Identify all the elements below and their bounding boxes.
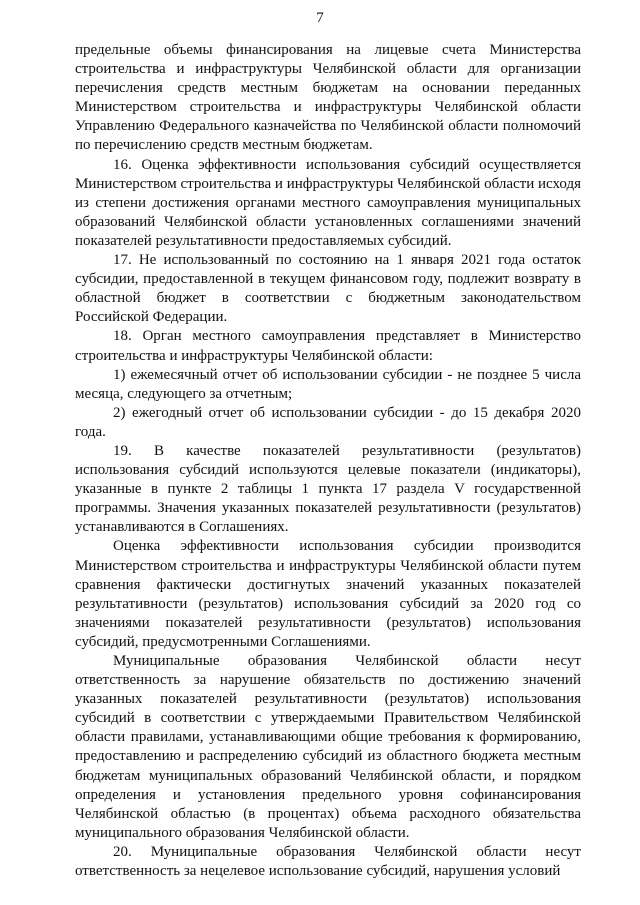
paragraph-evaluation: Оценка эффективности использования субсидии производится Министерством строительства и инфраструктуры Челябинской области путем сравнения фактически достигнутых значений указанных показателей результативности (результатов) использования субсидий за 2020 год со значениями показателей результативности (результатов) использования субсидий, предусмотренными Соглашениями. xyxy=(75,538,581,650)
paragraph-continuation: предельные объемы финансирования на лицевые счета Министерства строительства и инфраструктуры Челябинской области для организации перечисления средств местным бюджетам на основании переданных Министерством строительства и инфраструктуры Челябинской области Управлению Федерального казначейства по Челябинской области полномочий по перечислению средств местным бюджетам. xyxy=(75,42,581,154)
paragraph-18: 18. Орган местного самоуправления представляет в Министерство строительства и инфраструктуры Челябинской области: xyxy=(75,328,581,364)
paragraph-responsibility: Муниципальные образования Челябинской области несут ответственность за нарушение обязательств по достижению значений указанных показателей результативности (результатов) использования субсидий в соответствии с утверждаемыми Правительством Челябинской области правилами, устанавливающими общие требования к формированию, предоставлению и распределению субсидий из областного бюджета местным бюджетам муниципальных образований Челябинской области, и порядком определения и установления предельного уровня софинансирования Челябинской областью (в процентах) объема расходного обязательства муниципального образования Челябинской области. xyxy=(75,653,581,841)
document-body xyxy=(75,41,581,881)
paragraph-19: 19. В качестве показателей результативности (результатов) использования субсидий используются целевые показатели (индикаторы), указанные в пункте 2 таблицы 1 пункта 17 раздела V государственной программы. Значения указанных показателей результативности (результатов) устанавливаются в Соглашениях. xyxy=(75,442,581,536)
page-number: 7 xyxy=(316,10,324,26)
paragraph-20: 20. Муниципальные образования Челябинской области несут ответственность за нецелевое использование субсидий, нарушения условий xyxy=(75,843,581,880)
paragraph-17: 17. Не использованный по состоянию на 1 января 2021 года остаток субсидии, предоставленной в текущем финансовом году, подлежит возврату в областной бюджет в соответствии с бюджетным законодательством Российской Федерации. xyxy=(75,252,581,326)
list-item-monthly-report: 1) ежемесячный отчет об использовании субсидии - не позднее 5 числа месяца, следующего за отчетным; xyxy=(75,366,581,402)
paragraph-16: 16. Оценка эффективности использования субсидий осуществляется Министерством строительства и инфраструктуры Челябинской области исходя из степени достижения органами местного самоуправления муниципальных образований Челябинской области установленных соглашениями значений показателей результативности предоставляемых субсидий. xyxy=(75,156,581,249)
list-item-annual-report: 2) ежегодный отчет об использовании субсидии - до 15 декабря 2020 года. xyxy=(75,404,581,440)
